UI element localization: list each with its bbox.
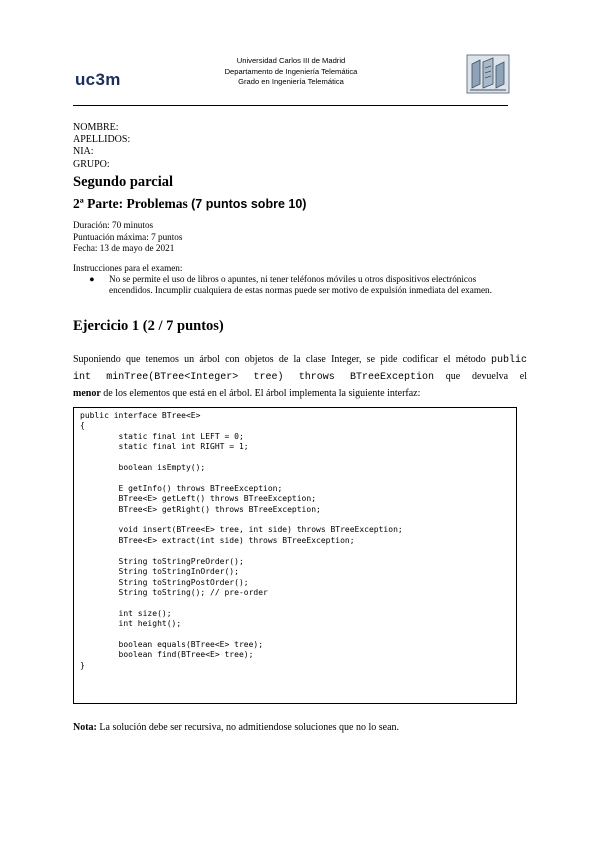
exam-title: Segundo parcial — [73, 174, 174, 190]
student-fields — [73, 122, 130, 171]
exam-date: Fecha: 13 de mayo de 2021 — [73, 243, 175, 253]
statement-code-signature: int minTree(BTree<Integer> tree) throws BTreeException — [73, 372, 435, 383]
university-name: Universidad Carlos III de Madrid — [236, 56, 346, 65]
statement-text-b: que devuelva el — [434, 371, 528, 382]
uc3m-logo: uc3m — [75, 70, 121, 89]
interface-code: public interface BTree<E> { static final int LEFT = 0; static final int RIGHT = 1; boolean isEmpty(); E getInfo() throws BTreeException; BTree<E> getLeft() throws BTreeException; BTree<E> getRight() throws BTreeException; void insert(BTree<E> tree, int side) throws BTreeException; BTree<E> extract(int side) throws BTreeException; String toStringPreOrder(); String toStringInOrder(); String toStringPostOrder(); String toString(); // pre-order int size(); int height(); boolean equals(BTree<E> tree); boolean find(BTree<E> tree); } — [80, 411, 403, 670]
field-nia: NIA: — [73, 146, 94, 158]
note-label: Nota: — [73, 722, 97, 733]
instructions-list — [73, 274, 513, 296]
field-apellidos: APELLIDOS: — [73, 134, 131, 146]
statement-line-2 — [73, 369, 527, 386]
exercise-title: Ejercicio 1 (2 / 7 puntos) — [73, 318, 224, 334]
exercise-note — [73, 722, 399, 733]
exam-duration: Duración: 70 minutos — [73, 220, 154, 230]
statement-line-3 — [73, 386, 527, 402]
part-points: (7 puntos sobre 10) — [191, 197, 307, 211]
statement-text-a: Suponiendo que tenemos un árbol con objetos de la clase Integer, se pide codificar el método — [73, 354, 491, 365]
instructions-label: Instrucciones para el examen: — [73, 263, 183, 273]
exam-max-score: Puntuación máxima: 7 puntos — [73, 231, 183, 242]
exercise-statement — [73, 352, 527, 402]
header-divider — [73, 105, 508, 106]
interface-code-box — [73, 407, 517, 704]
department-crest-icon — [466, 54, 510, 94]
exam-part-title — [73, 196, 306, 212]
bullet-icon: ● — [89, 274, 95, 284]
field-nombre: NOMBRE: — [73, 122, 119, 133]
instruction-text: No se permite el uso de libros o apuntes, ni tener teléfonos móviles u otros dispositivos electrónicos encendidos. Incumplir cualquiera de estas normas puede ser motivo de expulsión inmediata del examen. — [109, 274, 492, 295]
note-text: La solución debe ser recursiva, no admitiendose soluciones que no lo sean. — [96, 722, 400, 733]
statement-line-1 — [73, 352, 527, 369]
part-prefix: 2ª Parte: Problemas — [73, 196, 192, 211]
exam-meta — [73, 220, 182, 255]
header-institution — [173, 56, 409, 88]
statement-text-c: de los elementos que está en el árbol. El árbol implementa la siguiente interfaz: — [100, 388, 421, 399]
statement-code-public: public — [490, 355, 527, 366]
department-name: Departamento de Ingeniería Telemática — [224, 66, 358, 76]
page-header — [73, 50, 513, 105]
degree-name: Grado en Ingeniería Telemática — [238, 77, 344, 86]
statement-bold: menor — [73, 388, 101, 399]
field-grupo: GRUPO: — [73, 158, 110, 170]
list-item — [73, 274, 513, 296]
